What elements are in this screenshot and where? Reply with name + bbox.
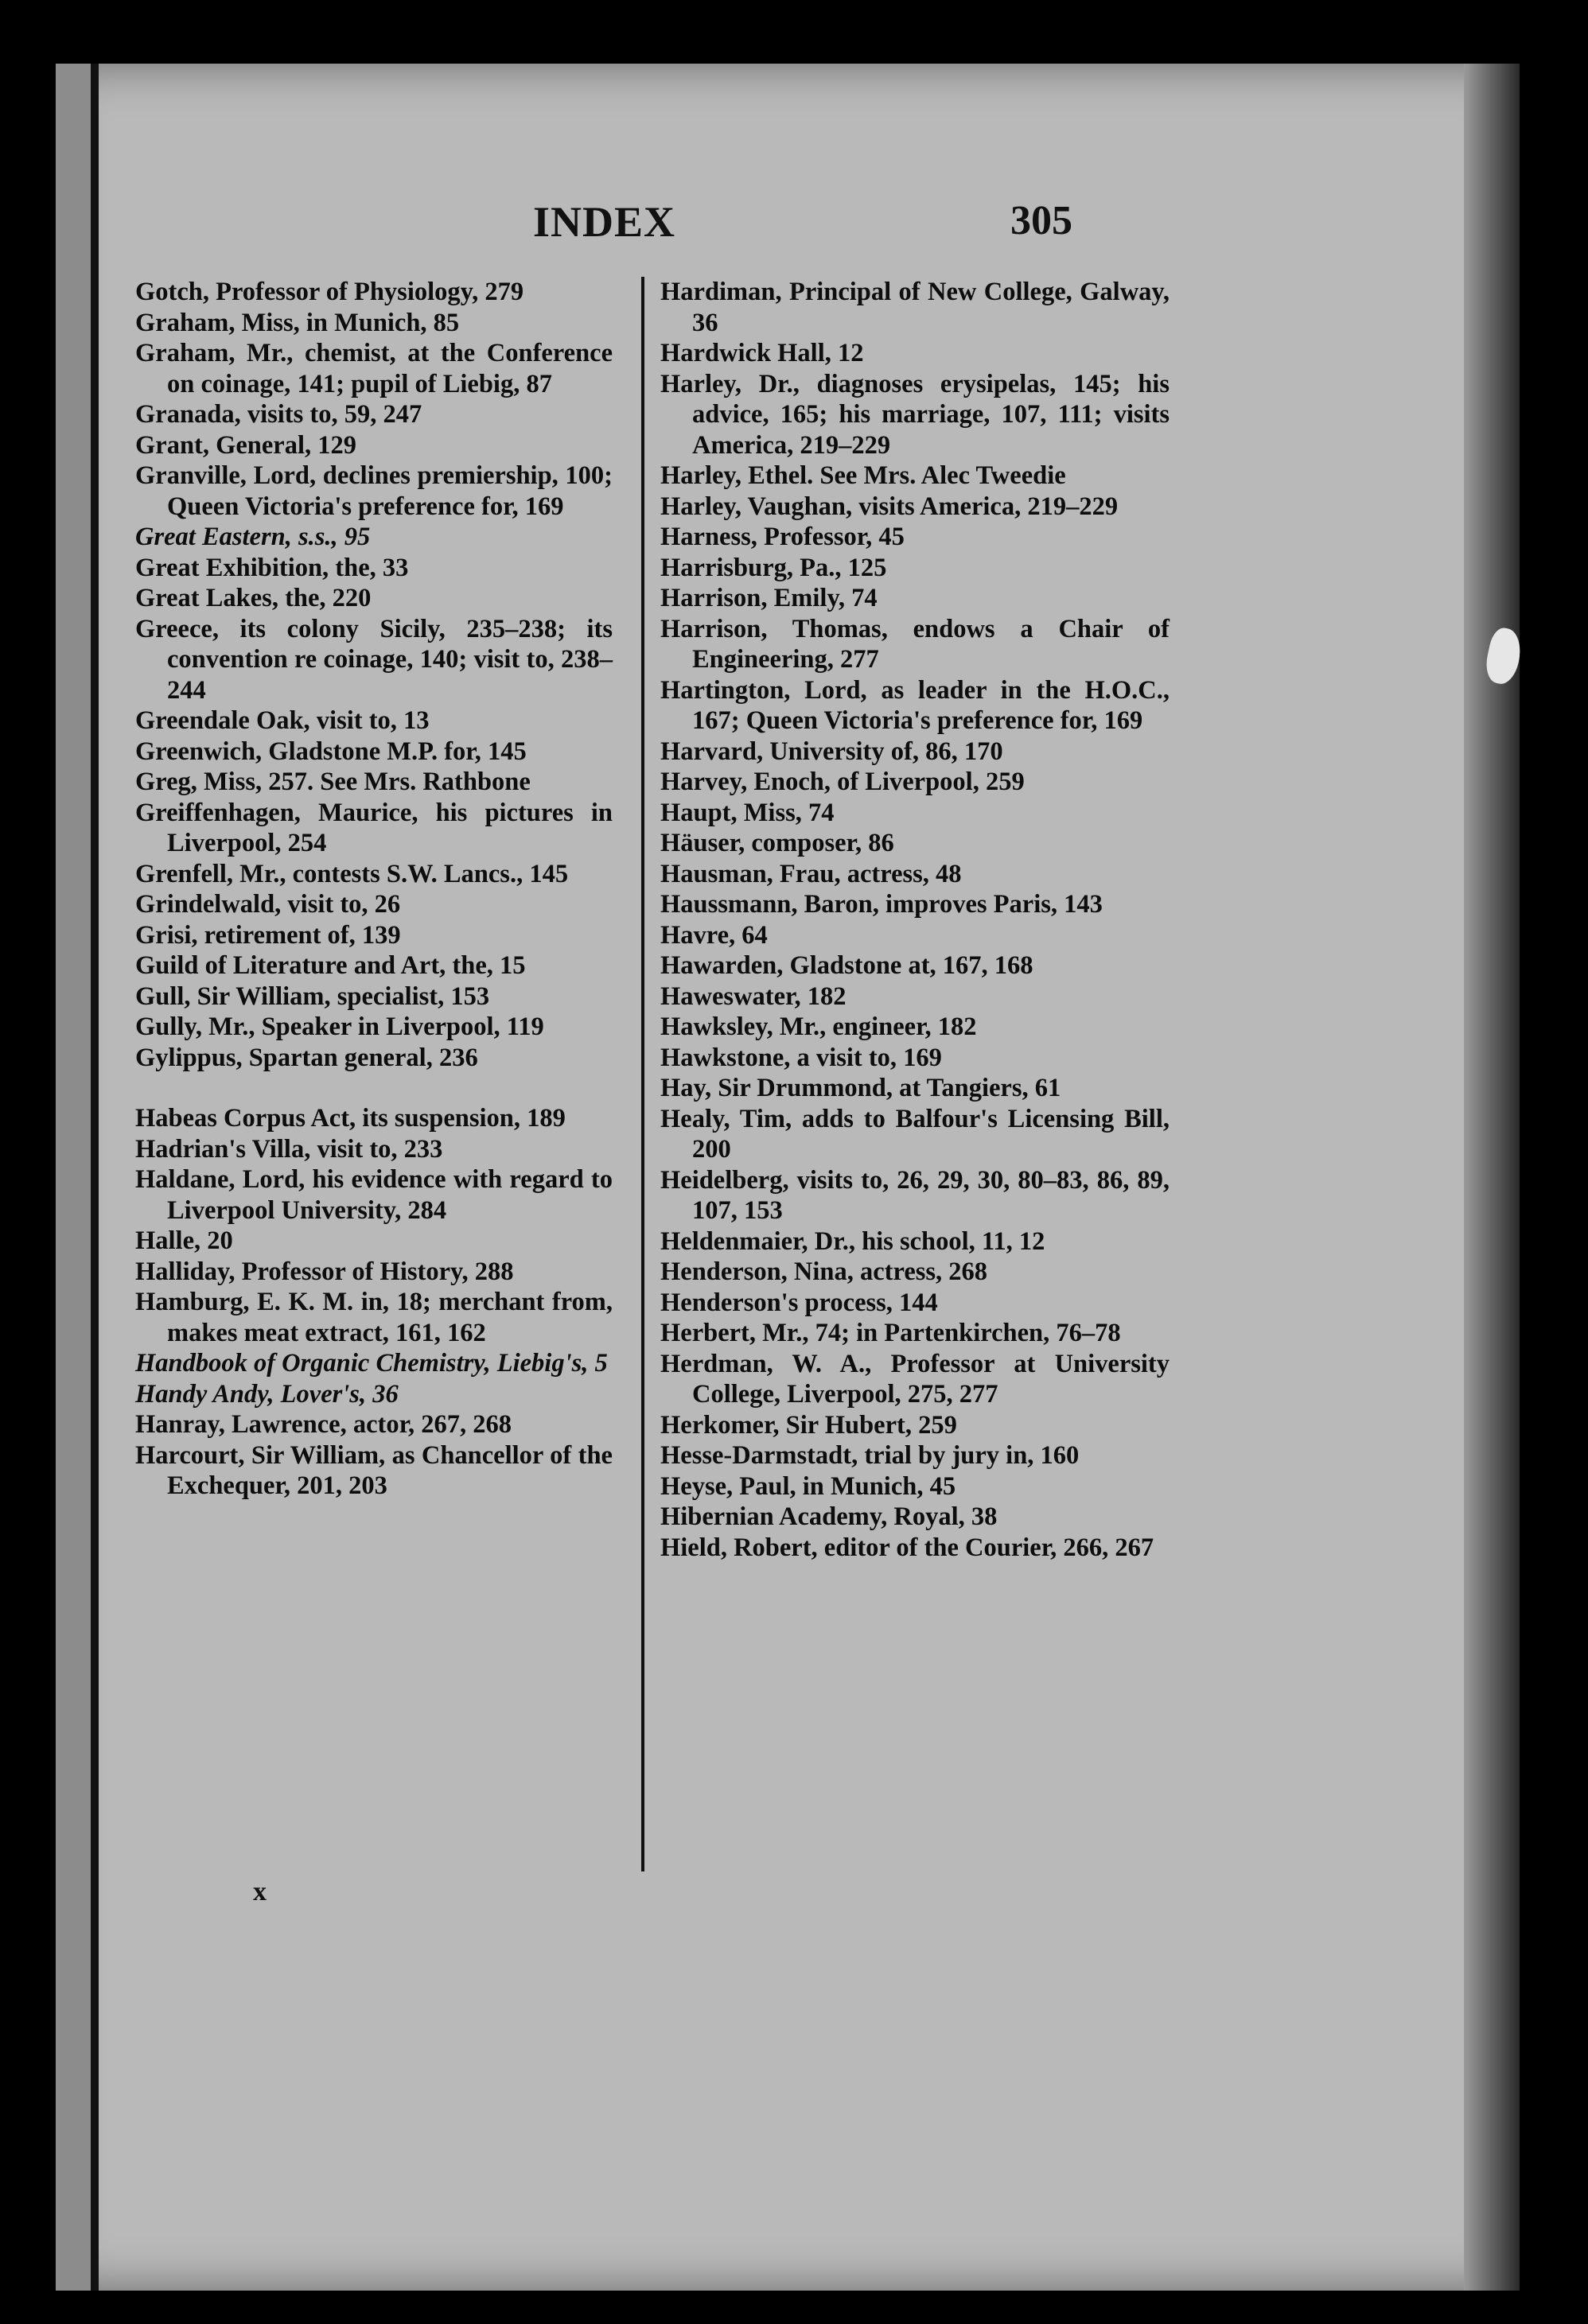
index-entry: Haupt, Miss, 74 [660,798,835,827]
index-entry: Hadrian's Villa, visit to, 233 [135,1134,443,1164]
page-number: 305 [1010,198,1072,243]
index-entry: Herkomer, Sir Hubert, 259 [660,1410,957,1440]
index-entry: Herdman, W. A., Professor at University College, Liverpool, 275, 277 [660,1349,1170,1409]
index-entry: Hay, Sir Drummond, at Tangiers, 61 [660,1074,1061,1102]
index-entry: Granville, Lord, declines premiership, 100; Queen Victoria's preference for, 169 [135,461,613,521]
index-entry: Hawkstone, a visit to, 169 [660,1043,942,1072]
index-entry: Heyse, Paul, in Munich, 45 [660,1471,956,1501]
index-entry: Greg, Miss, 257. See Mrs. Rathbone [135,768,531,796]
index-entry: Graham, Mr., chemist, at the Conference on coinage, 141; pupil of Liebig, 87 [135,339,613,398]
index-entry: Henderson's process, 144 [660,1288,938,1317]
index-entry: Graham, Miss, in Munich, 85 [135,308,460,337]
index-entry: Grindelwald, visit to, 26 [135,890,401,919]
index-entry: Hardiman, Principal of New College, Galway, 36 [660,278,1170,337]
index-entry: Hardwick Hall, 12 [660,339,864,367]
index-entry: Haussmann, Baron, improves Paris, 143 [660,890,1103,919]
index-entry: Herbert, Mr., 74; in Partenkirchen, 76–78 [660,1319,1121,1347]
index-entry: Halliday, Professor of History, 288 [135,1257,514,1286]
index-entry: Greendale Oak, visit to, 13 [135,706,430,735]
index-entry: Gotch, Professor of Physiology, 279 [135,278,524,306]
index-entry: Hamburg, E. K. M. in, 18; merchant from, makes meat extract, 161, 162 [135,1288,613,1347]
index-entry: Häuser, composer, 86 [660,829,894,857]
index-entry: Harness, Professor, 45 [660,523,905,551]
index-entry: Grisi, retirement of, 139 [135,920,401,950]
page-left-edge [56,64,99,2291]
index-entry: Hibernian Academy, Royal, 38 [660,1502,998,1531]
index-entry: Heidelberg, visits to, 26, 29, 30, 80–83, 86, 89, 107, 153 [660,1165,1170,1225]
index-column-left [135,277,613,1502]
page-right-edge [1464,64,1520,2291]
index-entry: Habeas Corpus Act, its suspension, 189 [135,1104,566,1133]
index-entry: Harrison, Emily, 74 [660,584,878,612]
index-entry: Harvard, University of, 86, 170 [660,736,1003,766]
index-entry: Halle, 20 [135,1226,233,1255]
index-entry: Havre, 64 [660,920,768,950]
index-entry: Great Exhibition, the, 33 [135,553,409,582]
index-entry: Hield, Robert, editor of the Courier, 266, 267 [660,1533,1154,1562]
index-entry: Great Lakes, the, 220 [135,584,372,612]
index-entry: Gylippus, Spartan general, 236 [135,1043,478,1072]
index-entry: Guild of Literature and Art, the, 15 [135,951,526,980]
running-header [56,197,1520,261]
index-entry: Haldane, Lord, his evidence with regard to Liverpool University, 284 [135,1165,613,1225]
index-entry: Hawarden, Gladstone at, 167, 168 [660,951,1033,980]
index-entry: Healy, Tim, adds to Balfour's Licensing Bill, 200 [660,1104,1170,1164]
index-entry: Haweswater, 182 [660,981,847,1011]
index-entry: Hesse-Darmstadt, trial by jury in, 160 [660,1441,1080,1470]
index-entry: Hartington, Lord, as leader in the H.O.C., 167; Queen Victoria's preference for, 169 [660,675,1170,735]
signature-mark: x [253,1877,267,1906]
book-page [56,64,1520,2291]
index-entry: Harrisburg, Pa., 125 [660,553,887,582]
index-entry: Hawksley, Mr., engineer, 182 [660,1012,977,1041]
index-entry: Grant, General, 129 [135,430,357,460]
index-entry: Hanray, Lawrence, actor, 267, 268 [135,1410,512,1439]
index-entry: Grenfell, Mr., contests S.W. Lancs., 145 [135,859,569,888]
index-entry: Harley, Vaughan, visits America, 219–229 [660,492,1119,521]
index-entry: Handy Andy, Lover's, 36 [135,1379,399,1409]
index-entry: Great Eastern, s.s., 95 [135,523,371,551]
index-entry: Harvey, Enoch, of Liverpool, 259 [660,768,1025,796]
index-entry: Heldenmaier, Dr., his school, 11, 12 [660,1226,1045,1256]
index-entry: Harley, Ethel. See Mrs. Alec Tweedie [660,461,1066,490]
index-entry: Gull, Sir William, specialist, 153 [135,981,490,1011]
index-entry: Henderson, Nina, actress, 268 [660,1257,988,1286]
index-entry: Harrison, Thomas, endows a Chair of Engineering, 277 [660,614,1170,674]
index-column-right [660,277,1170,1563]
index-entry: Greenwich, Gladstone M.P. for, 145 [135,736,527,766]
index-entry: Gully, Mr., Speaker in Liverpool, 119 [135,1012,544,1041]
index-entry: Harcourt, Sir William, as Chancellor of the Exchequer, 201, 203 [135,1440,613,1500]
index-entry: Handbook of Organic Chemistry, Liebig's, 5 [135,1349,608,1378]
index-entry: Harley, Dr., diagnoses erysipelas, 145; his advice, 165; his marriage, 107, 111; visits America, 219–229 [660,369,1170,460]
column-divider [641,277,644,1871]
index-entry: Greiffenhagen, Maurice, his pictures in Liverpool, 254 [135,798,613,857]
index-entry: Granada, visits to, 59, 247 [135,400,422,429]
running-title: INDEX [533,198,676,246]
index-entry: Hausman, Frau, actress, 48 [660,859,962,888]
index-entry: Greece, its colony Sicily, 235–238; its convention re coinage, 140; visit to, 238–244 [135,614,613,705]
